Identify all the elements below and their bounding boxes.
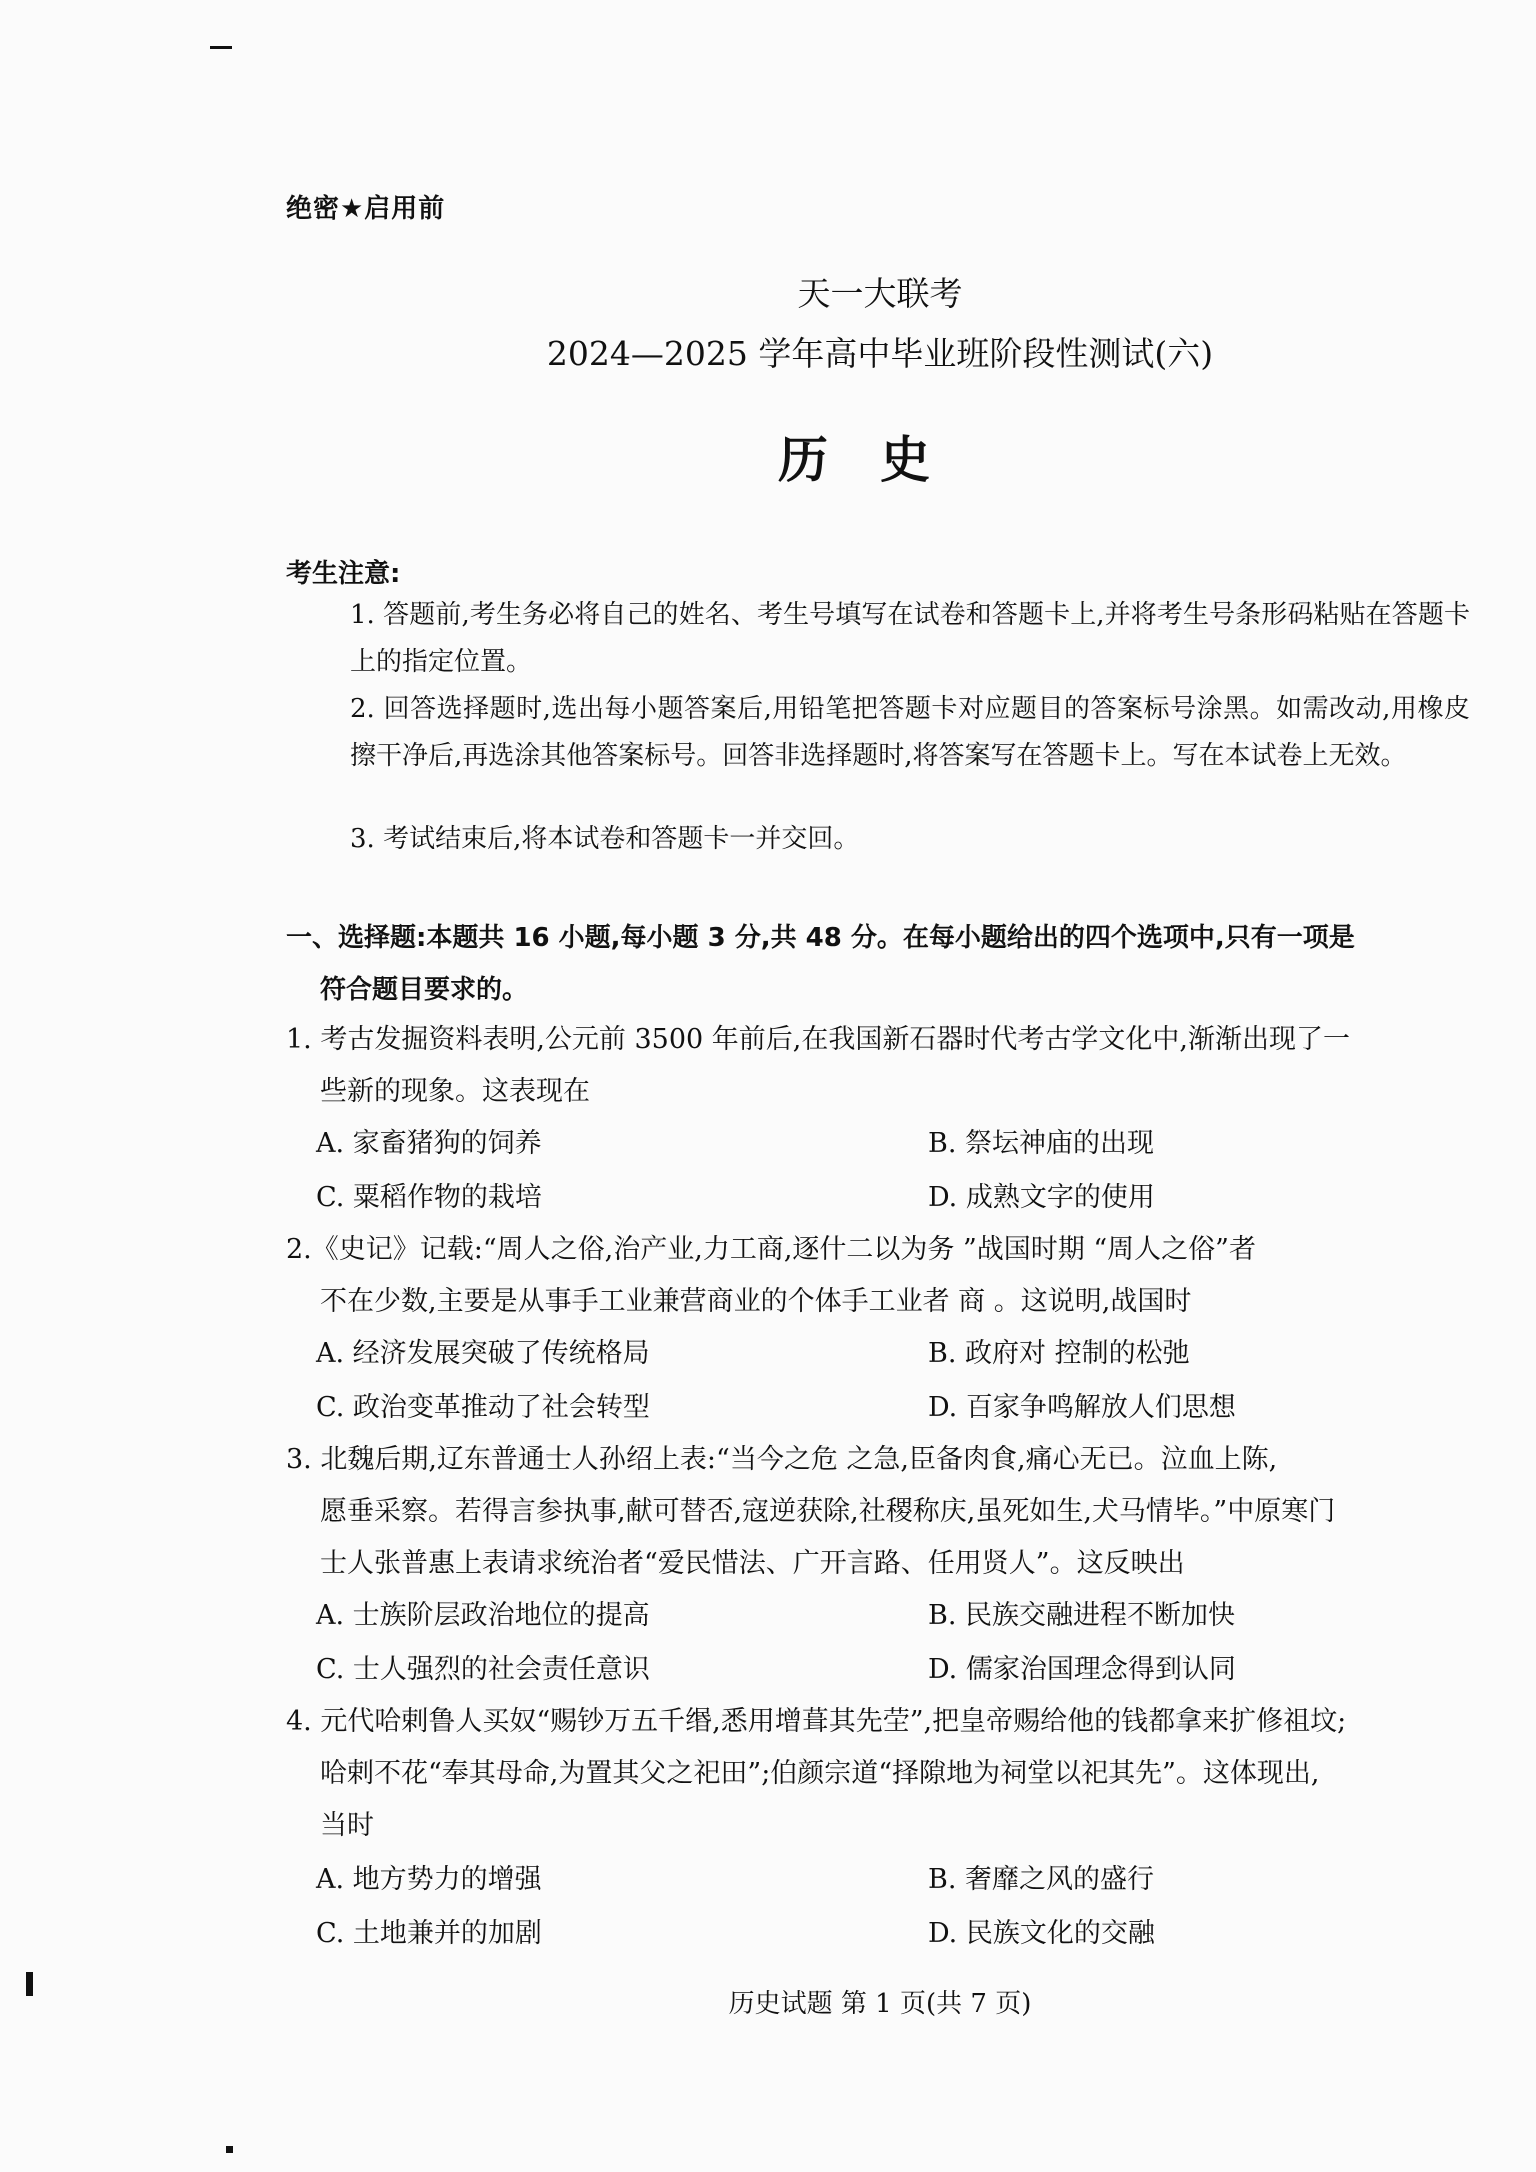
question-4-stem bbox=[286, 1696, 1476, 1852]
question-4-option-b: B. 奢靡之风的盛行 bbox=[928, 1864, 1155, 1895]
section-heading bbox=[286, 912, 1476, 1016]
question-1-option-a: A. 家畜猪狗的饲养 bbox=[316, 1128, 542, 1159]
question-3-option-c: C. 士人强烈的社会责任意识 bbox=[316, 1654, 650, 1685]
question-4-option-d: D. 民族文化的交融 bbox=[928, 1918, 1155, 1949]
question-2-option-d: D. 百家争鸣解放人们思想 bbox=[928, 1392, 1236, 1423]
subject-title: 历史 bbox=[778, 431, 982, 489]
notice-item-2: 2. 回答选择题时,选出每小题答案后,用铅笔把答题卡对应题目的答案标号涂黑。如需改动,用橡皮擦干净后,再选涂其他答案标号。回答非选择题时,将答案写在答题卡上。写在本试卷上无效。 bbox=[350, 694, 1470, 771]
question-2-option-a: A. 经济发展突破了传统格局 bbox=[316, 1338, 650, 1369]
question-4-line-1: 4. 元代哈剌鲁人买奴“赐钞万五千缗,悉用增葺其先茔”,把皇帝赐给他的钱都拿来扩修祖坟; bbox=[286, 1706, 1347, 1737]
question-4-option-c: C. 土地兼并的加剧 bbox=[316, 1918, 542, 1949]
question-3-option-b: B. 民族交融进程不断加快 bbox=[928, 1600, 1236, 1631]
exam-title: 2024—2025 学年高中毕业班阶段性测试(六) bbox=[546, 334, 1214, 373]
question-3-option-a: A. 士族阶层政治地位的提高 bbox=[316, 1600, 650, 1631]
question-2-stem bbox=[286, 1224, 1476, 1328]
question-1-option-d: D. 成熟文字的使用 bbox=[928, 1182, 1155, 1213]
question-1-stem bbox=[286, 1014, 1476, 1118]
page-footer: 历史试题 第 1 页(共 7 页) bbox=[728, 1989, 1032, 2019]
question-4-line-2: 哈剌不花“奉其母命,为置其父之祀田”;伯颜宗道“择隙地为祠堂以祀其先”。这体现出, bbox=[320, 1758, 1320, 1789]
notice-item-1: 1. 答题前,考生务必将自己的姓名、考生号填写在试卷和答题卡上,并将考生号条形码粘贴在答题卡上的指定位置。 bbox=[350, 600, 1470, 677]
section-heading-line-2: 符合题目要求的。 bbox=[320, 975, 529, 1005]
confidential-label: 绝密★启用前 bbox=[286, 194, 446, 224]
question-2-line-2: 不在少数,主要是从事手工业兼营商业的个体手工业者 商 。这说明,战国时 bbox=[320, 1286, 1192, 1317]
notice-item-3: 3. 考试结束后,将本试卷和答题卡一并交回。 bbox=[350, 824, 860, 854]
question-1-line-2: 些新的现象。这表现在 bbox=[320, 1076, 590, 1107]
question-2-option-c: C. 政治变革推动了社会转型 bbox=[316, 1392, 650, 1423]
question-3-stem bbox=[286, 1434, 1476, 1590]
question-4-line-3: 当时 bbox=[320, 1810, 374, 1841]
question-2-option-b: B. 政府对 控制的松弛 bbox=[928, 1338, 1190, 1369]
scan-mark-dash bbox=[210, 46, 232, 49]
question-3-line-2: 愿垂采察。若得言参执事,献可替否,寇逆获除,社稷称庆,虽死如生,犬马情毕。”中原寒门 bbox=[320, 1496, 1336, 1527]
exam-organizer-title: 天一大联考 bbox=[797, 274, 963, 313]
question-1-option-c: C. 粟稻作物的栽培 bbox=[316, 1182, 542, 1213]
question-3-option-d: D. 儒家治国理念得到认同 bbox=[928, 1654, 1236, 1685]
scan-mark-dot bbox=[226, 2146, 233, 2153]
notice-heading: 考生注意: bbox=[286, 559, 401, 589]
question-4-option-a: A. 地方势力的增强 bbox=[316, 1864, 542, 1895]
question-1-line-1: 1. 考古发掘资料表明,公元前 3500 年前后,在我国新石器时代考古学文化中,渐渐出现了一 bbox=[286, 1024, 1350, 1055]
question-3-line-1: 3. 北魏后期,辽东普通士人孙绍上表:“当今之危 之急,臣备肉食,痛心无已。泣血上陈, bbox=[286, 1444, 1278, 1475]
question-2-line-1: 2.《史记》记载:“周人之俗,治产业,力工商,逐什二以为务 ”战国时期 “周人之俗”者 bbox=[286, 1234, 1256, 1265]
question-3-line-3: 士人张普惠上表请求统治者“爱民惜法、广开言路、任用贤人”。这反映出 bbox=[320, 1548, 1185, 1579]
question-1-option-b: B. 祭坛神庙的出现 bbox=[928, 1128, 1155, 1159]
section-heading-line-1: 一、选择题:本题共 16 小题,每小题 3 分,共 48 分。在每小题给出的四个选项中,只有一项是 bbox=[286, 923, 1355, 953]
